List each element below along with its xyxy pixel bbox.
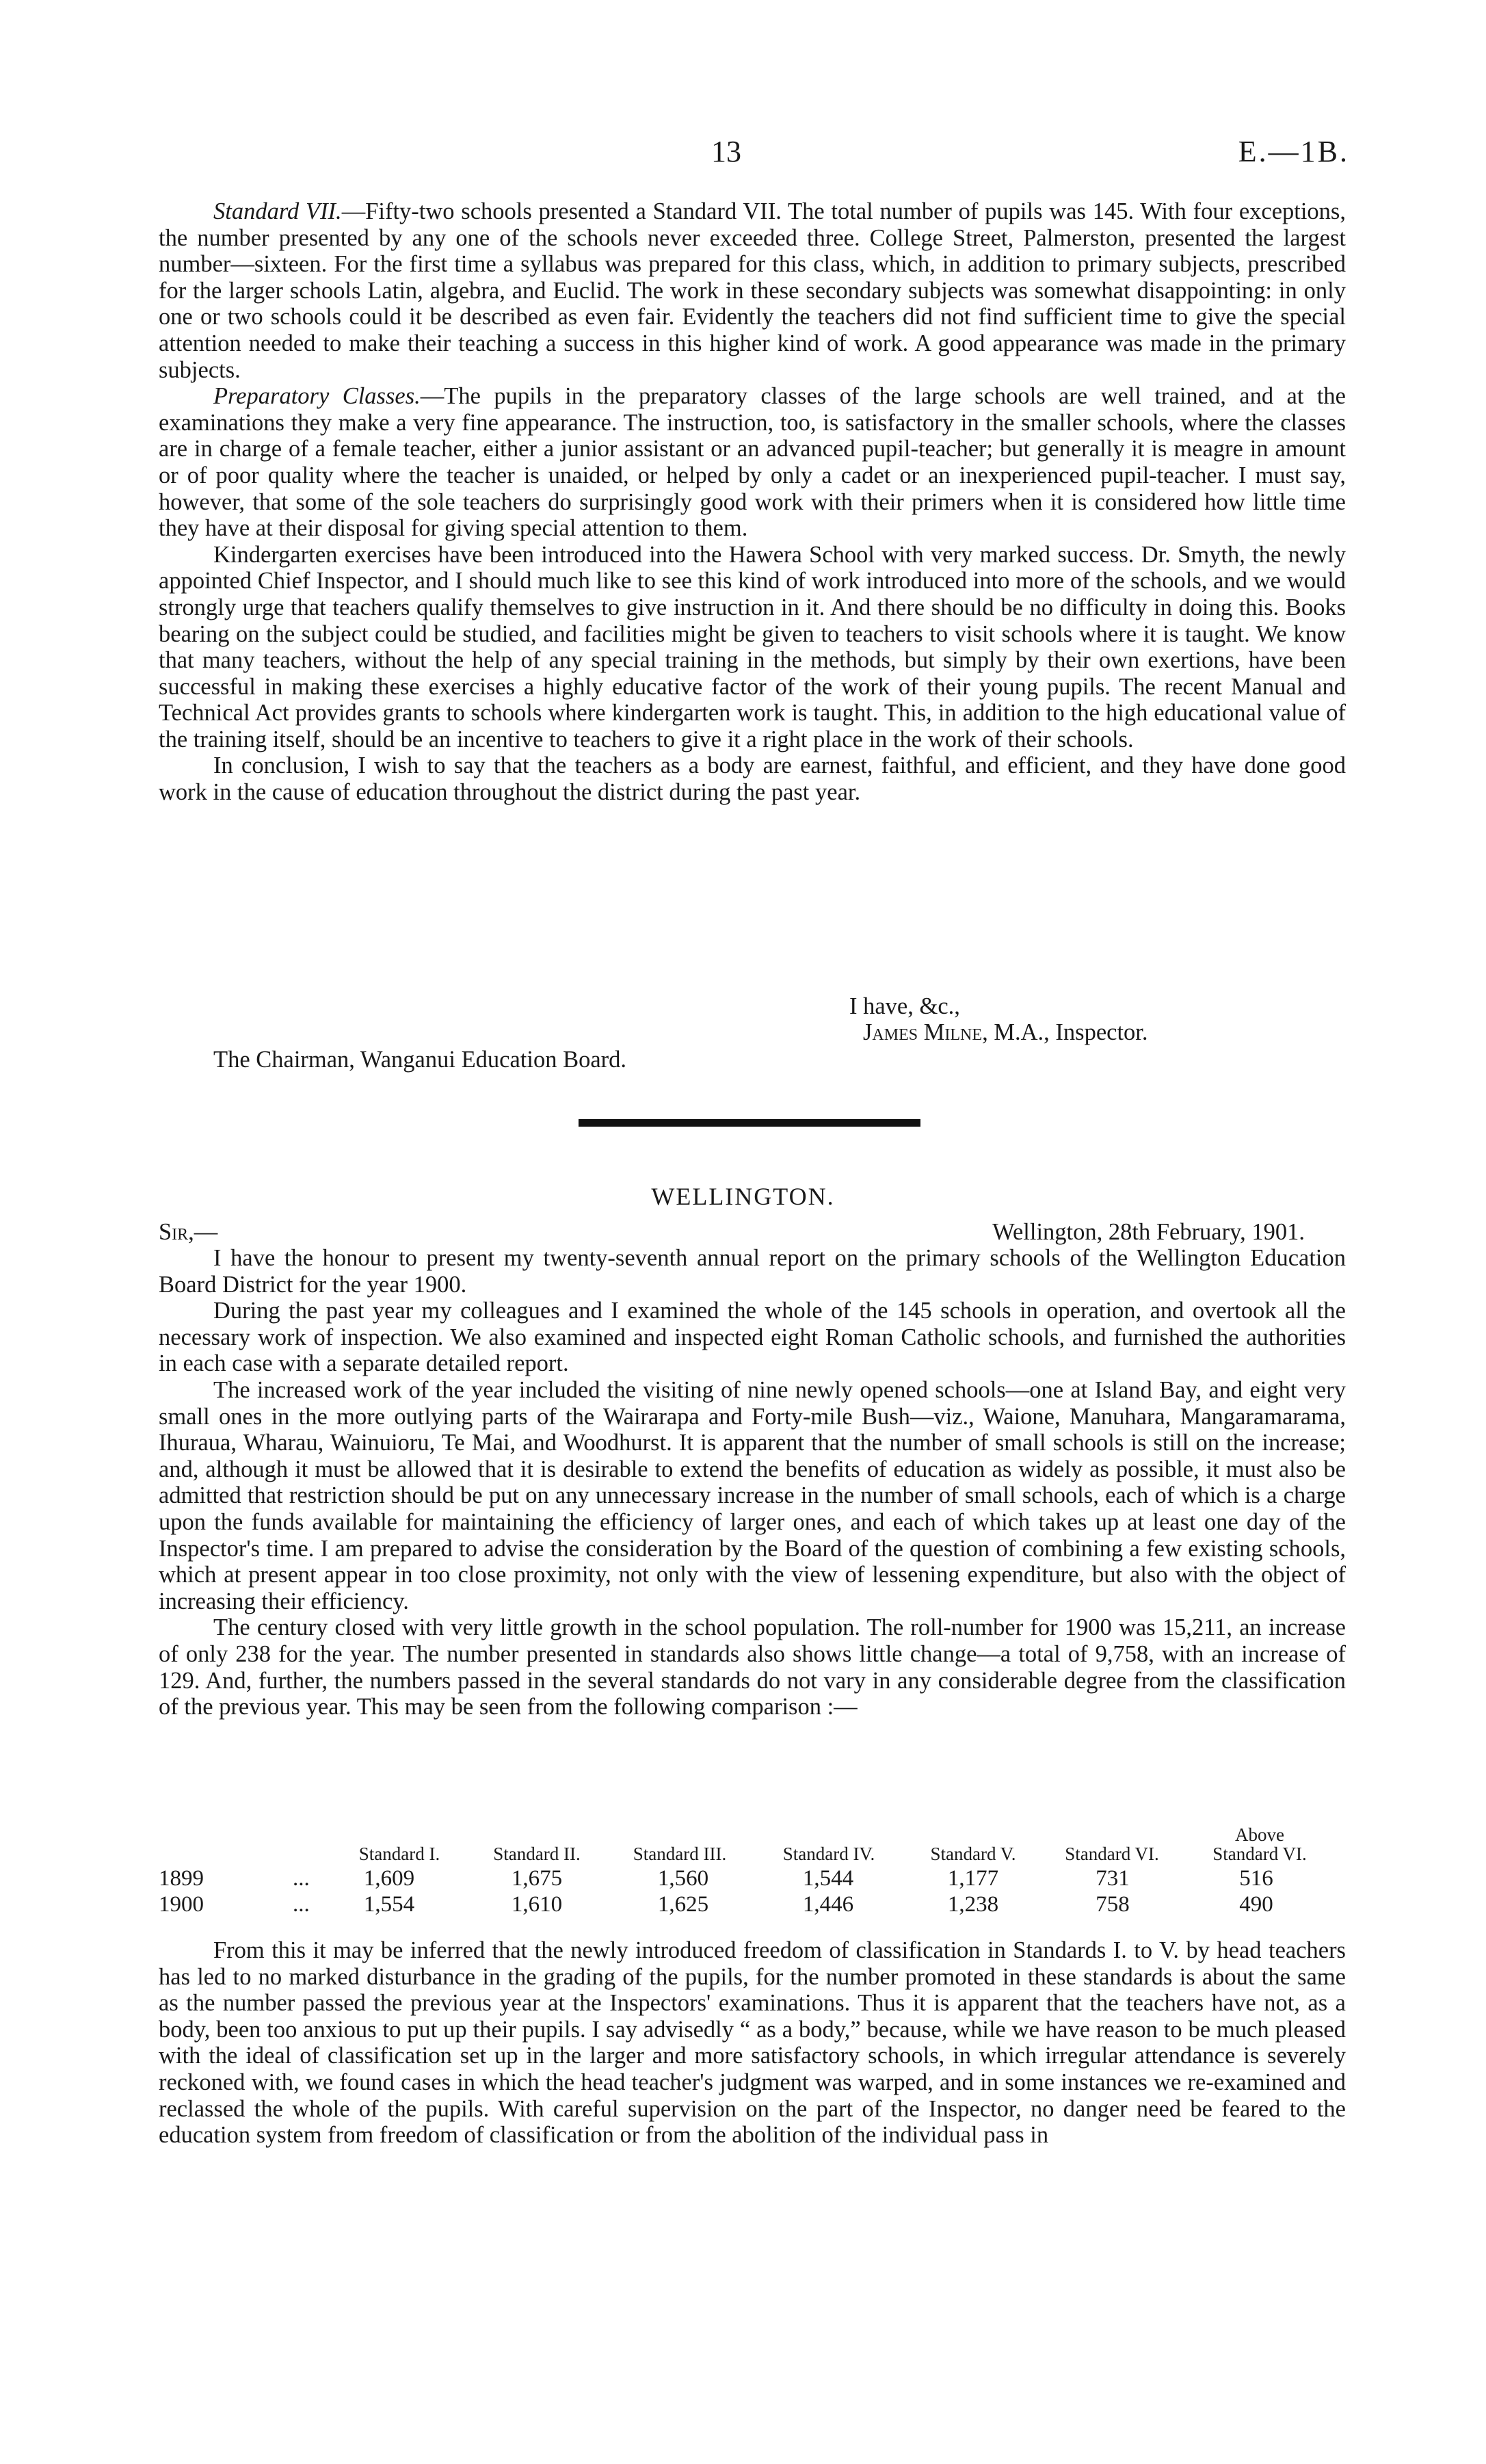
- column-header: Standard I.: [358, 1844, 440, 1864]
- column-header: Standard IV.: [782, 1844, 875, 1864]
- column-header: [1191, 1825, 1328, 1863]
- table-cell: 1,625: [657, 1892, 709, 1917]
- paragraph-kindergarten: Kindergarten exercises have been introduced into the Hawera School with very marked success. Dr. Smyth, the newly appointed Chief Inspector, and I should much like to see this kind of work introduced into more of the schools, and we would strongly urge that teachers qualify themselves to give instruction in it. And there should be no difficulty in doing this. Books bearing on the subject could be studied, and facilities might be given to teachers to visit schools where it is taught. We know that many teachers, without the help of any special training in the methods, but simply by their own exertions, have been successful in making these exercises a highly educative factor of the work of their young pupils. The recent Manual and Technical Act provides grants to schools where kindergarten work is taught. This, in addition to the high educational value of the training itself, should be an incentive to teachers to give it a right place in the work of their schools.: [159, 541, 1346, 752]
- row-leader: ...: [293, 1866, 310, 1891]
- table-cell: 1,544: [802, 1866, 854, 1891]
- document-reference: E.—1B.: [1238, 135, 1349, 168]
- column-header-line1: Above: [1235, 1824, 1284, 1845]
- table-cell: 1,675: [511, 1866, 563, 1891]
- row-year: 1899: [159, 1866, 204, 1891]
- paragraph-inspection: During the past year my colleagues and I examined the whole of the 145 schools in operation, and overtook all the necessary work of inspection. We also examined and inspected eight Roman Catholic schools, and furnished the authorities in each case with a separate detailed report.: [159, 1298, 1346, 1377]
- column-header: Standard VI.: [1065, 1844, 1159, 1864]
- table-cell: 1,554: [363, 1892, 415, 1917]
- paragraph-new-schools: The increased work of the year included the visiting of nine newly opened schools—one at Island Bay, and eight very small ones in the more outlying parts of the Wairarapa and Forty-mile Bush—viz., Waione, Manuhara, Mangaramarama, Ihuraua, Wharau, Wainuioru, Te Mai, and Woodhurst. It is apparent that the number of small schools is still on the increase; and, although it must be allowed that it is desirable to extend the benefits of education as widely as possible, it must also be admitted that restriction should be put on any unnecessary increase in the number of small schools, each of which is a charge upon the funds available for maintaining the efficiency of larger ones, and each of which takes up at least one day of the Inspector's time. I am prepared to advise the consideration by the Board of the question of combining a few existing schools, which at present appear in too close proximity, not only with the view of lessening expenditure, but also with the object of increasing their efficiency.: [159, 1376, 1346, 1614]
- table-row: [159, 1892, 1346, 1918]
- wellington-report-classification: [159, 1937, 1346, 2149]
- page-number: 13: [711, 135, 741, 168]
- column-header: Standard II.: [493, 1844, 581, 1864]
- column-header-line2: Standard VI.: [1212, 1844, 1307, 1864]
- table-row: [159, 1866, 1346, 1892]
- table-cell: 1,177: [947, 1866, 999, 1891]
- paragraph-lead: Standard VII.: [213, 198, 342, 224]
- signatory-title: , M.A., Inspector.: [982, 1019, 1148, 1045]
- table-cell: 1,560: [657, 1866, 709, 1891]
- table-cell: 758: [1096, 1892, 1130, 1917]
- table-cell: 1,238: [947, 1892, 999, 1917]
- table-cell: 516: [1239, 1866, 1273, 1891]
- column-header: Standard III.: [633, 1844, 727, 1864]
- table-cell: 731: [1096, 1866, 1130, 1891]
- column-header: Standard V.: [930, 1844, 1016, 1864]
- paragraph-introduction: I have the honour to present my twenty-seventh annual report on the primary schools of the Wellington Education Board District for the year 1900.: [159, 1245, 1346, 1298]
- signature-line: [863, 1019, 1148, 1045]
- salutation: Sir,—: [159, 1219, 218, 1245]
- table-cell: 1,610: [511, 1892, 563, 1917]
- addressee: The Chairman, Wanganui Education Board.: [213, 1047, 627, 1073]
- signatory-name: James Milne: [863, 1019, 983, 1045]
- wellington-report-intro: [159, 1245, 1346, 1720]
- paragraph-classification: From this it may be inferred that the newly introduced freedom of classification in Standards I. to V. by head teachers has led to no marked disturbance in the grading of the pupils, for the number promoted in these standards is about the same as the number passed the previous year at the Inspectors' examinations. Thus it is apparent that the teachers have not, as a body, been too anxious to put up their pupils. I say advisedly “ as a body,” because, while we have reason to be much pleased with the ideal of classification set up in the larger and more satisfactory schools, in which irregular attendance is severely reckoned with, we found cases in which the head teacher's judgment was warped, and in some instances we re-examined and reclassed the whole of the pupils. With careful supervision on the part of the Inspector, no danger need be feared to the education system from freedom of classification or from the abolition of the individual pass in: [159, 1937, 1346, 2149]
- paragraph-population: The century closed with very little growth in the school population. The roll-number for 1900 was 15,211, an increase of only 238 for the year. The number presented in standards also shows little change—a total of 9,758, with an increase of 129. And, further, the numbers passed in the several standards do not vary in any considerable degree from the classification of the previous year. This may be seen from the following comparison :—: [159, 1614, 1346, 1720]
- signature-closing: I have, &c.,: [849, 993, 960, 1019]
- salutation-line: [159, 1219, 1346, 1246]
- section-divider: [579, 1119, 920, 1127]
- paragraph-standard-vii: [159, 198, 1346, 383]
- paragraph-conclusion: In conclusion, I wish to say that the teachers as a body are earnest, faithful, and efficient, and they have done good work in the cause of education throughout the district during the past year.: [159, 752, 1346, 806]
- page-header: [0, 134, 1486, 182]
- paragraph-text: —Fifty-two schools presented a Standard VII. The total number of pupils was 145. With four exceptions, the number presented by any one of the schools never exceeded three. College Street, Palmerston, presented the largest number—sixteen. For the first time a syllabus was prepared for this class, which, in addition to primary subjects, prescribed for the larger schools Latin, algebra, and Euclid. The work in these secondary subjects was somewhat disappointing: in only one or two schools could it be described as even fair. Evidently the teachers did not find sufficient time to give the special attention needed to make their teaching a success in this higher kind of work. A good appearance was made in the primary subjects.: [159, 198, 1346, 383]
- table-cell: 490: [1239, 1892, 1273, 1917]
- table-cell: 1,446: [802, 1892, 854, 1917]
- paragraph-text: —The pupils in the preparatory classes of the large schools are well trained, and at the examinations they make a very fine appearance. The instruction, too, is satisfactory in the smaller schools, where the classes are in charge of a female teacher, either a junior assistant or an advanced pupil-teacher; but generally it is meagre in amount or of poor quality where the teacher is unaided, or helped by only a cadet or an inexperienced pupil-teacher. I must say, however, that some of the sole teachers do surprisingly good work with their primers when it is considered how little time they have at their disposal for giving special attention to them.: [159, 383, 1346, 542]
- wanganui-report-conclusion: [159, 198, 1346, 806]
- paragraph-preparatory-classes: [159, 383, 1346, 542]
- table-cell: 1,609: [363, 1866, 415, 1891]
- table-header: [159, 1825, 1346, 1863]
- paragraph-lead: Preparatory Classes.: [213, 383, 421, 410]
- row-year: 1900: [159, 1892, 204, 1917]
- row-leader: ...: [293, 1892, 310, 1917]
- section-title: WELLINGTON.: [651, 1183, 835, 1210]
- dateline: Wellington, 28th February, 1901.: [992, 1219, 1305, 1245]
